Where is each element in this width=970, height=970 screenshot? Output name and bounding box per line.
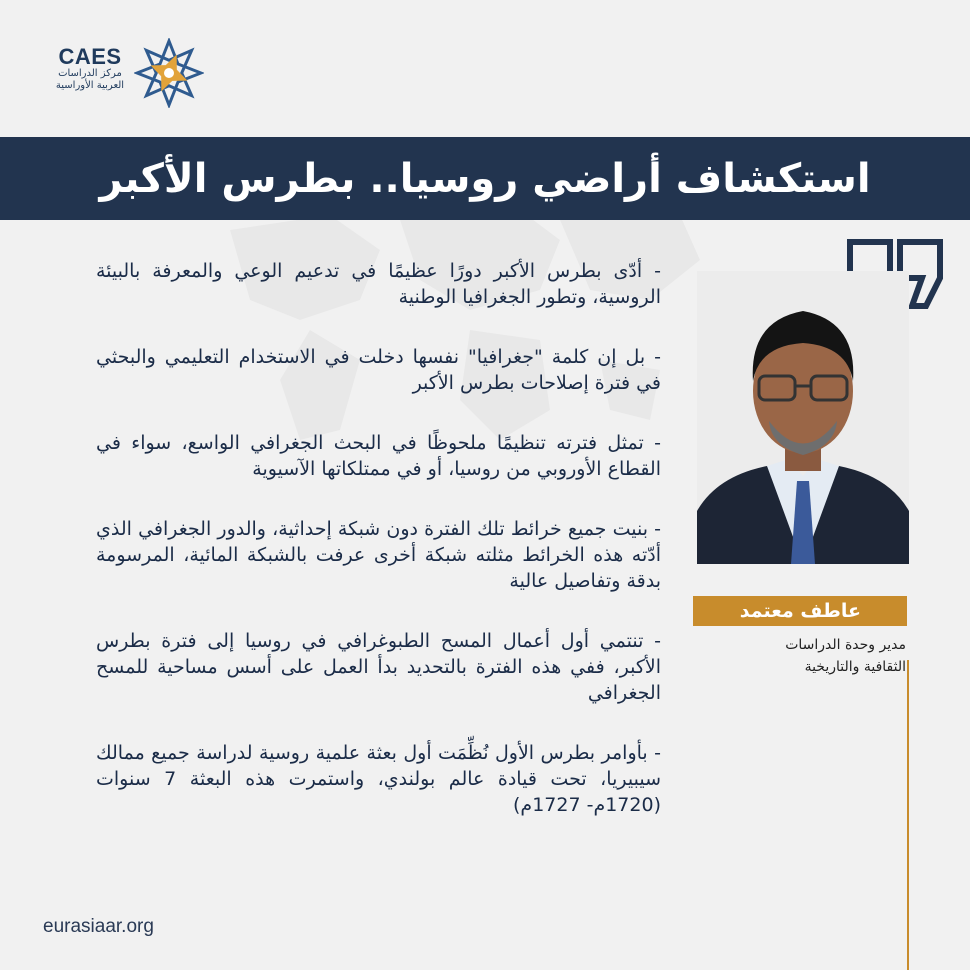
logo-text: [50, 46, 130, 92]
logo: [50, 38, 210, 108]
website-url[interactable]: eurasiaar.org: [43, 916, 154, 937]
accent-line: [907, 660, 909, 970]
bullet-item: - تنتمي أول أعمال المسح الطبوغرافي في روسيا إلى فترة بطرس الأكبر، ففي هذه الفترة بالتحديد بدأ العمل على أسس مساحية للمسح الجغرافي: [96, 630, 661, 704]
bullet-item: - تمثل فترته تنظيمًا ملحوظًا في البحث الجغرافي الواسع، سواء في القطاع الأوروبي من روسيا، أو في ممتلكاتها الآسيوية: [96, 432, 661, 480]
author-role: [698, 634, 906, 678]
title-bar: [0, 137, 970, 220]
page-title: استكشاف أراضي روسيا.. بطرس الأكبر: [99, 155, 871, 202]
author-role-line2: الثقافية والتاريخية: [804, 659, 906, 675]
logo-name-line1: مركز الدراسات: [58, 68, 122, 79]
logo-star-icon: [134, 38, 204, 108]
bullet-item: - بأوامر بطرس الأول نُظِّمَت أول بعثة علمية روسية لدراسة جميع ممالك سيبيريا، تحت قيادة عالم بولندي، واستمرت هذه البعثة 7 سنوات (1720م- 1727م): [96, 742, 661, 816]
author-name: عاطف معتمد: [739, 600, 861, 622]
logo-name-line2: العربية الأوراسية: [55, 80, 125, 91]
author-photo-frame: [697, 271, 909, 564]
author-role-line1: مدير وحدة الدراسات: [785, 637, 906, 653]
bullet-item: - أدّى بطرس الأكبر دورًا عظيمًا في تدعيم الوعي والمعرفة بالبيئة الروسية، وتطور الجغرافيا الوطنية: [96, 260, 661, 308]
bullet-item: - بنيت جميع خرائط تلك الفترة دون شبكة إحداثية، والدور الجغرافي الذي أدّته هذه الخرائط مثلته شبكة أخرى عرفت بالشبكة المائية، المرسومة بدقة وتفاصيل عالية: [96, 518, 661, 592]
logo-abbreviation: CAES: [58, 44, 122, 69]
bullet-item: - بل إن كلمة "جغرافيا" نفسها دخلت في الاستخدام التعليمي والبحثي في فترة إصلاحات بطرس الأكبر: [96, 346, 661, 394]
author-photo: [697, 271, 909, 564]
bullet-list: [96, 258, 661, 852]
author-name-bar: [693, 596, 907, 626]
